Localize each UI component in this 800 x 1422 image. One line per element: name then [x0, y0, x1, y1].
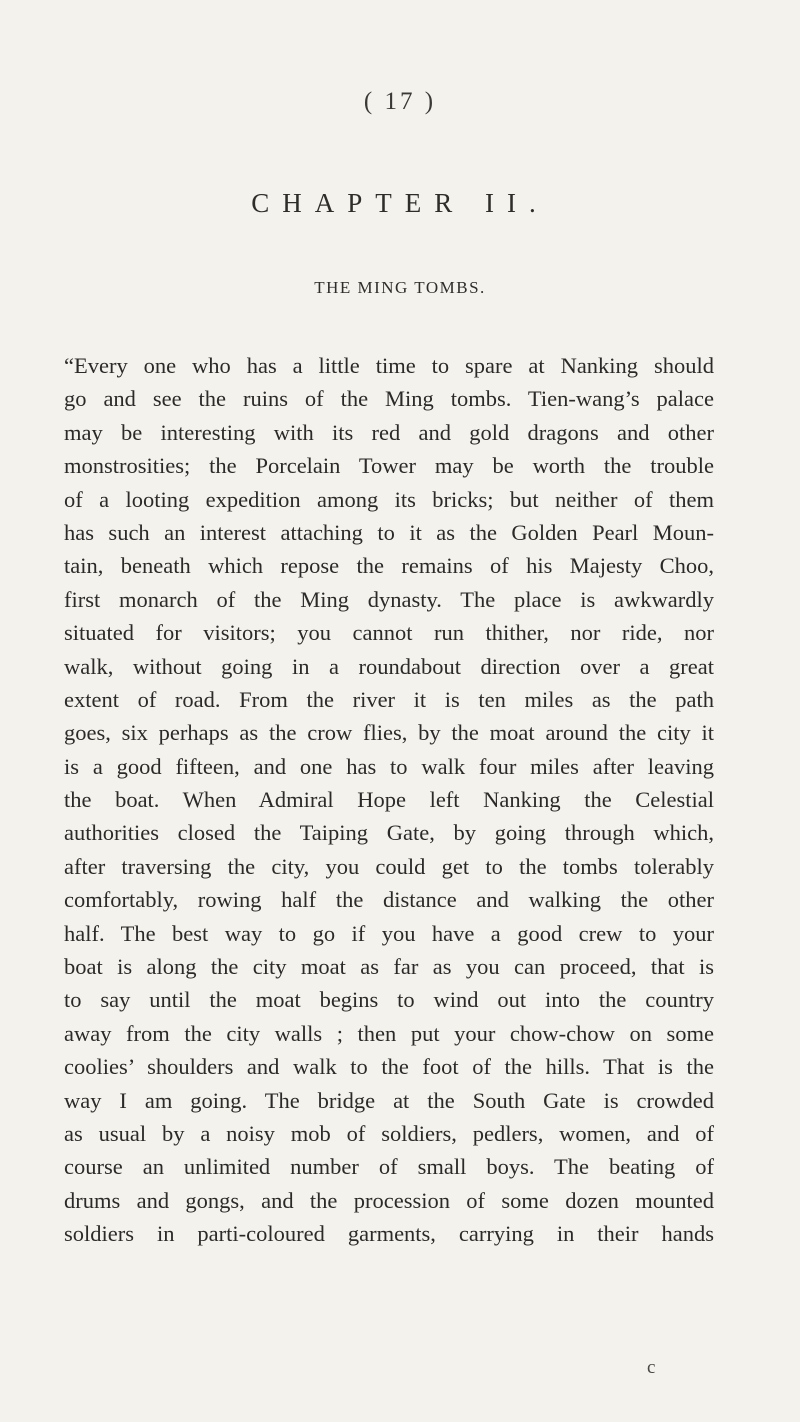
- text-line: goes, six perhaps as the crow flies, by the moat around the city it: [64, 720, 714, 746]
- text-line: soldiers in parti-coloured garments, carrying in their hands: [64, 1221, 714, 1247]
- text-line: situated for visitors; you cannot run thither, nor ride, nor: [64, 620, 714, 646]
- signature-mark: c: [647, 1357, 656, 1378]
- text-line: as usual by a noisy mob of soldiers, pedlers, women, and of: [64, 1120, 714, 1146]
- text-line: away from the city walls ; then put your chow-chow on some: [64, 1020, 714, 1046]
- text-line: course an unlimited number of small boys. The beating of: [64, 1154, 714, 1180]
- text-line: has such an interest attaching to it as the Golden Pearl Moun-: [64, 519, 714, 545]
- text-line: first monarch of the Ming dynasty. The place is awkwardly: [64, 586, 714, 612]
- text-line: drums and gongs, and the procession of some dozen mounted: [64, 1187, 714, 1213]
- body-text: [64, 349, 714, 1251]
- text-line: comfortably, rowing half the distance and walking the other: [64, 887, 714, 913]
- text-line: boat is along the city moat as far as you can proceed, that is: [64, 954, 714, 980]
- page-number: ( 17 ): [363, 88, 437, 115]
- text-line: of a looting expedition among its bricks; but neither of them: [64, 486, 714, 512]
- text-line: authorities closed the Taiping Gate, by going through which,: [64, 820, 714, 846]
- text-line: to say until the moat begins to wind out into the country: [64, 987, 714, 1013]
- text-line: half. The best way to go if you have a good crew to your: [64, 920, 714, 946]
- text-line: tain, beneath which repose the remains of his Majesty Choo,: [64, 553, 714, 579]
- text-line: the boat. When Admiral Hope left Nanking the Celestial: [64, 787, 714, 813]
- text-line: monstrosities; the Porcelain Tower may be worth the trouble: [64, 453, 714, 479]
- text-line: may be interesting with its red and gold dragons and other: [64, 419, 714, 445]
- text-line: walk, without going in a roundabout direction over a great: [64, 653, 714, 679]
- text-line: coolies’ shoulders and walk to the foot of the hills. That is the: [64, 1054, 714, 1080]
- text-line: way I am going. The bridge at the South Gate is crowded: [64, 1087, 714, 1113]
- text-line: after traversing the city, you could get to the tombs tolerably: [64, 853, 714, 879]
- text-line: “Every one who has a little time to spare at Nanking should: [64, 353, 714, 378]
- text-line: go and see the ruins of the Ming tombs. Tien-wang’s palace: [64, 386, 714, 412]
- text-line: is a good fifteen, and one has to walk four miles after leaving: [64, 753, 714, 779]
- section-title: THE MING TOMBS.: [314, 278, 486, 297]
- text-line: extent of road. From the river it is ten miles as the path: [64, 686, 714, 712]
- chapter-title: CHAPTER II.: [251, 188, 549, 218]
